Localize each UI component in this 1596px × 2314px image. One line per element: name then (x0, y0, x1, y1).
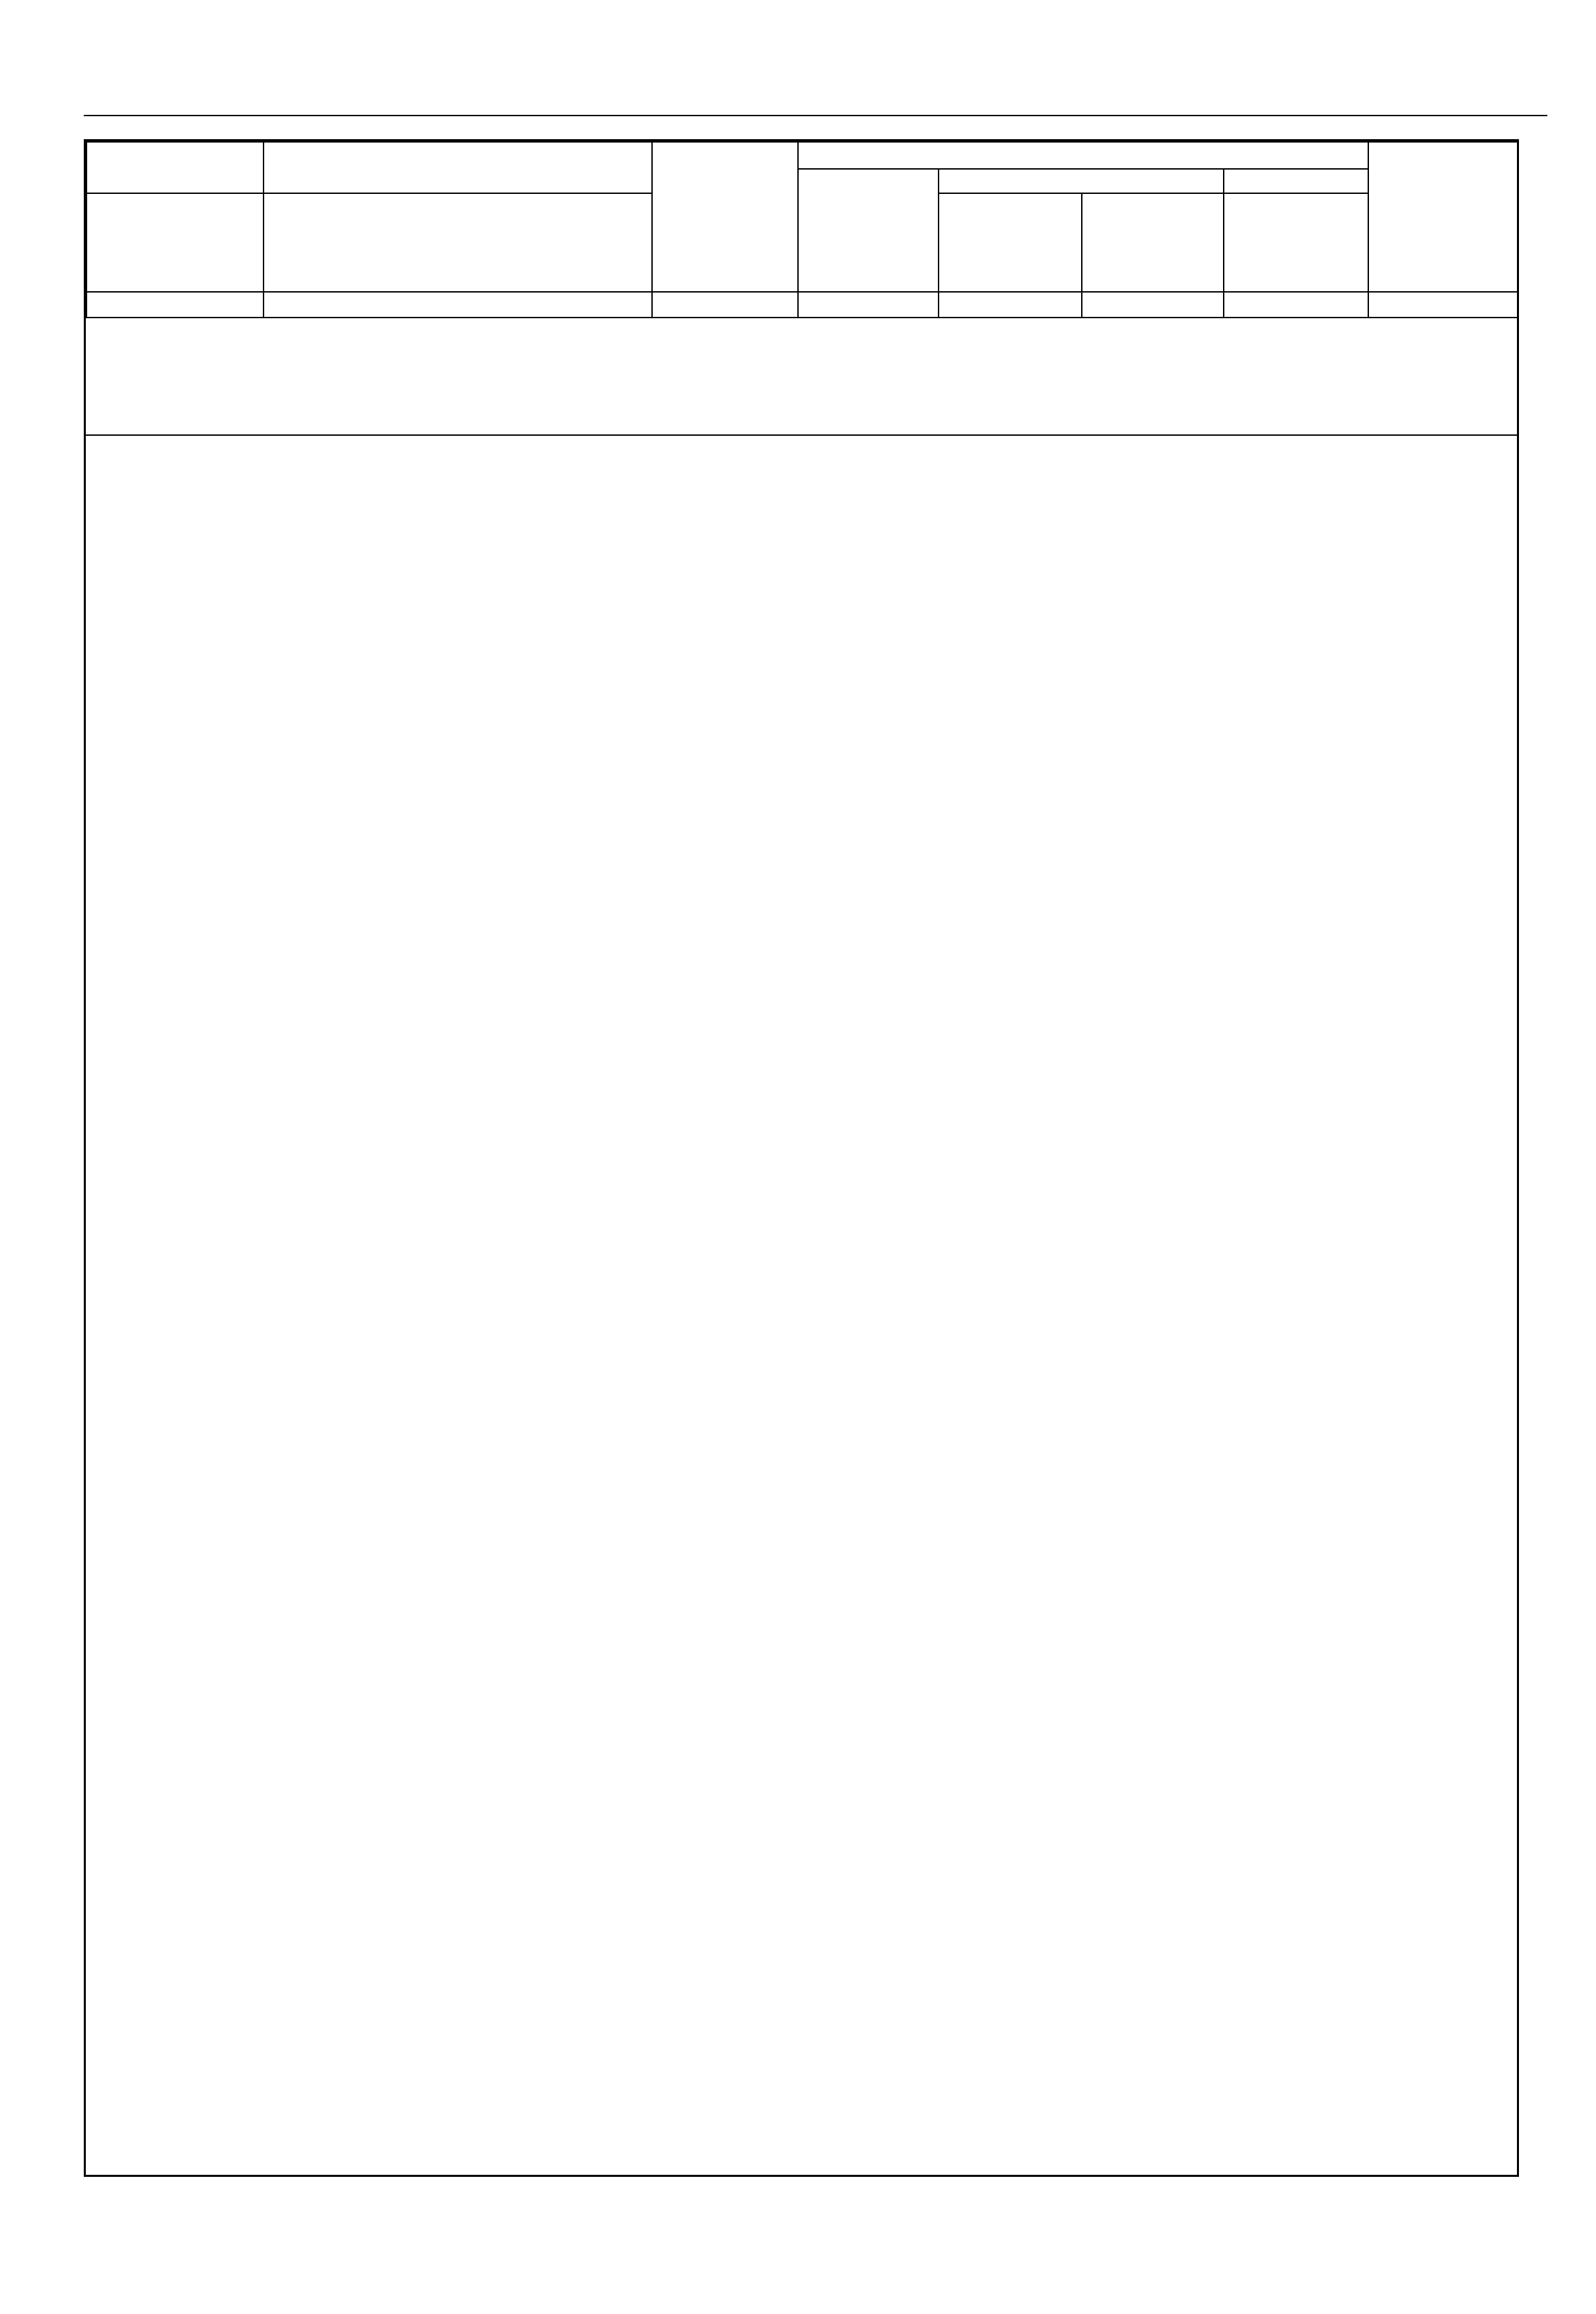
col-num-7 (1224, 292, 1368, 318)
page-header (84, 80, 1547, 116)
header-machinist-pay (1082, 193, 1224, 292)
header-material-consumption (1224, 193, 1368, 292)
col-num-1 (86, 292, 264, 318)
header-including (798, 142, 1368, 169)
col-num-8 (1368, 292, 1518, 318)
header-rate-numbers (86, 142, 264, 193)
header-machines-total (939, 193, 1082, 292)
col-num-4 (798, 292, 939, 318)
col-num-3 (652, 292, 798, 318)
header-material-name (264, 193, 652, 292)
header-material-codes (86, 193, 264, 292)
col-num-5 (939, 292, 1082, 318)
column-numbers-row (86, 292, 1518, 318)
header-work-name (264, 142, 652, 193)
section-title (86, 318, 1517, 436)
header-machines (939, 169, 1224, 193)
header-materials (1224, 169, 1368, 193)
col-num-6 (1082, 292, 1224, 318)
header-worker-pay (798, 169, 939, 292)
col-num-2 (264, 292, 652, 318)
header-labor-costs (1368, 142, 1518, 292)
column-header (86, 141, 1518, 318)
header-direct-costs (652, 142, 798, 292)
rates-table-frame (84, 139, 1519, 2177)
